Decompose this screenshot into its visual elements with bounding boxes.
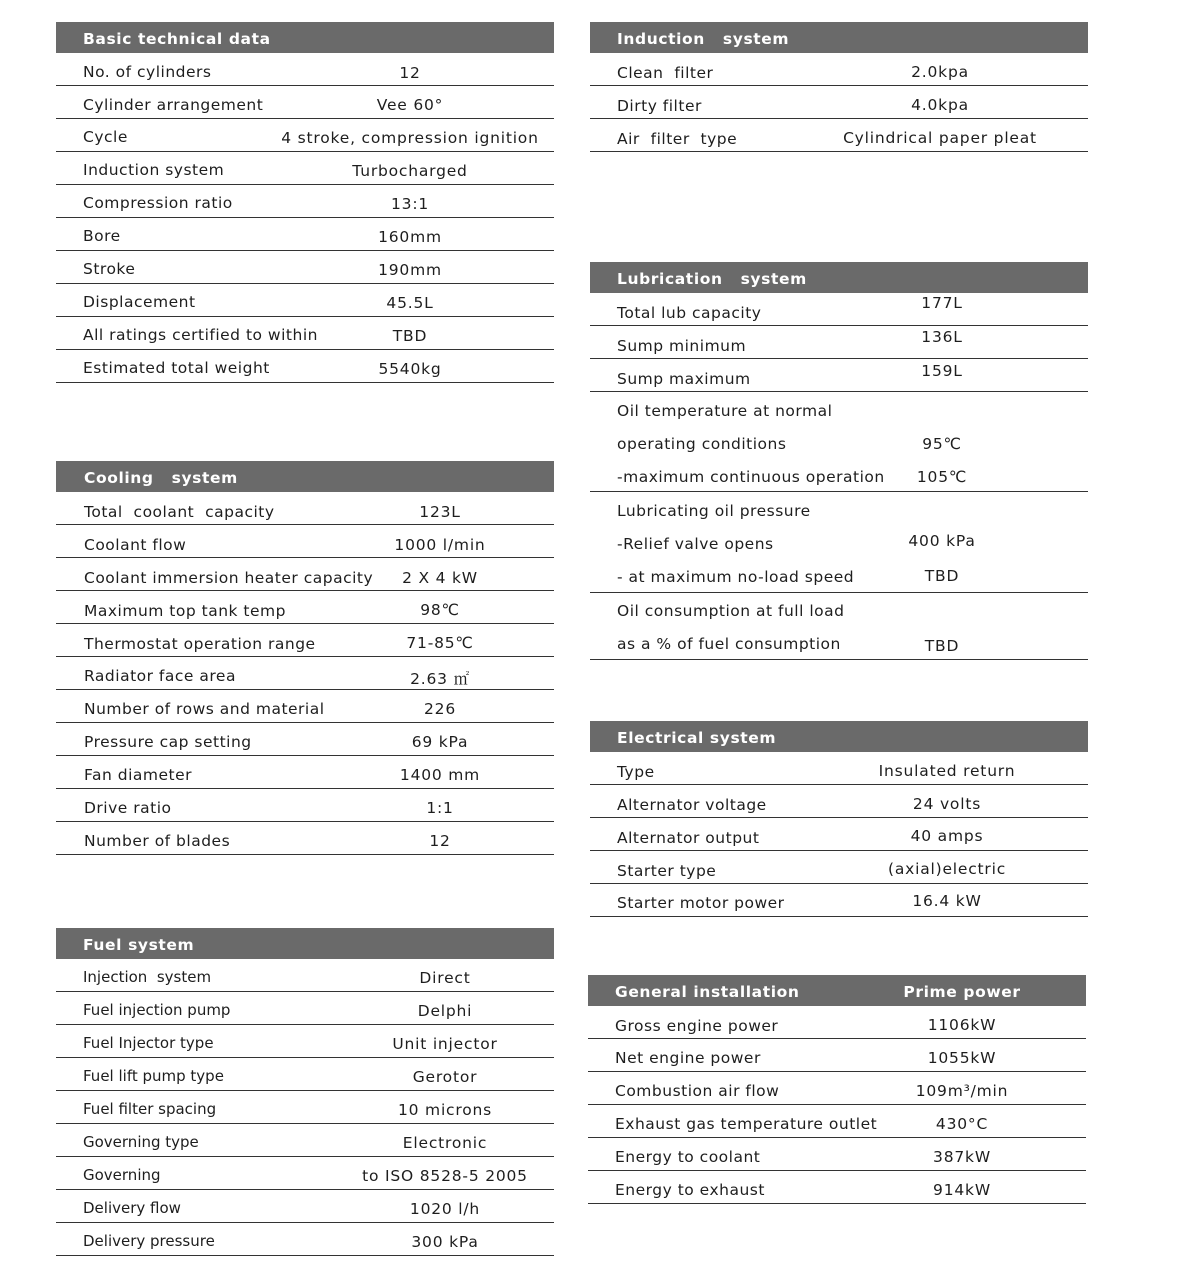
- row-label: Alternator voltage: [617, 796, 767, 814]
- row-label: Type: [617, 763, 655, 781]
- table-row: [56, 558, 554, 591]
- row-value: Turbocharged: [352, 162, 468, 180]
- table-row: [588, 1039, 1086, 1072]
- section-title: Basic technical data: [83, 30, 271, 48]
- table-row: [56, 992, 554, 1025]
- table-row: [56, 119, 554, 152]
- table-row: [56, 152, 554, 185]
- table-row: [56, 1091, 554, 1124]
- induction-system-table: [590, 22, 1088, 152]
- table-row-oil-consumption: [590, 593, 1088, 660]
- row-label: Fuel lift pump type: [83, 1067, 224, 1085]
- row-label: Number of rows and material: [84, 700, 325, 718]
- row-value: 12: [429, 832, 451, 850]
- row-value: TBD: [924, 637, 960, 655]
- row-label: Dirty filter: [617, 97, 702, 115]
- row-value: 4 stroke, compression ignition: [281, 129, 539, 147]
- row-label: as a % of fuel consumption: [617, 635, 841, 653]
- row-value: 226: [424, 700, 456, 718]
- row-value: TBD: [392, 327, 428, 345]
- row-value: 1020 l/h: [409, 1200, 481, 1218]
- table-row: [56, 1058, 554, 1091]
- row-label: Maximum top tank temp: [84, 602, 286, 620]
- row-label: Coolant flow: [84, 536, 187, 554]
- row-label: Starter type: [617, 862, 717, 880]
- table-row: [56, 657, 554, 690]
- table-row: [56, 492, 554, 525]
- table-row: [56, 185, 554, 218]
- table-row: [56, 86, 554, 119]
- row-label: Energy to exhaust: [615, 1181, 765, 1199]
- row-value: 1106kW: [927, 1016, 997, 1034]
- column-header-prime-power: Prime power: [903, 983, 1021, 1001]
- row-value: 5540kg: [378, 360, 442, 378]
- section-title: Fuel system: [83, 936, 195, 954]
- row-label: Fan diameter: [84, 766, 193, 784]
- row-value: 400 kPa: [908, 532, 976, 550]
- table-row: [56, 723, 554, 756]
- row-label: -Relief valve opens: [617, 535, 774, 553]
- basic-technical-data-table: [56, 22, 554, 383]
- row-value: to ISO 8528-5 2005: [362, 1167, 528, 1185]
- row-label: Total lub capacity: [617, 304, 762, 322]
- row-value: 10 microns: [398, 1101, 492, 1119]
- row-label: Air filter type: [617, 130, 738, 148]
- row-value: 136L: [921, 328, 963, 346]
- row-value: 914kW: [933, 1181, 991, 1199]
- section-header: [590, 22, 1088, 53]
- table-row: [590, 818, 1088, 851]
- table-row: [590, 359, 1088, 392]
- table-row: [56, 1223, 554, 1256]
- table-row: [56, 789, 554, 822]
- row-value: 109m³/min: [915, 1082, 1009, 1100]
- row-value: Direct: [419, 969, 471, 987]
- lubrication-system-table: [590, 262, 1088, 660]
- row-value: 300 kPa: [411, 1233, 479, 1251]
- row-value: Unit injector: [392, 1035, 498, 1053]
- table-row: [56, 1124, 554, 1157]
- table-row: [588, 1171, 1086, 1204]
- row-value: 16.4 kW: [912, 892, 982, 910]
- row-value: 387kW: [933, 1148, 991, 1166]
- section-header: [56, 22, 554, 53]
- row-value: 1400 mm: [399, 766, 481, 784]
- table-row: [56, 251, 554, 284]
- row-value: Delphi: [417, 1002, 473, 1020]
- table-row: [590, 326, 1088, 359]
- row-label: Number of blades: [84, 832, 231, 850]
- row-value: 13:1: [390, 195, 430, 213]
- row-value: 24 volts: [912, 795, 982, 813]
- table-row: [56, 525, 554, 558]
- row-label: Total coolant capacity: [84, 503, 275, 521]
- table-row: [56, 317, 554, 350]
- row-value: 45.5L: [386, 294, 434, 312]
- row-label: Governing type: [83, 1133, 199, 1151]
- row-value: 12: [399, 64, 421, 82]
- row-label: Oil consumption at full load: [617, 602, 845, 620]
- row-label: All ratings certified to within: [83, 326, 318, 344]
- row-value: TBD: [924, 567, 960, 585]
- row-label: Radiator face area: [84, 667, 236, 685]
- row-label: Drive ratio: [84, 799, 172, 817]
- row-label: Energy to coolant: [615, 1148, 761, 1166]
- row-value: 2 X 4 kW: [402, 569, 478, 587]
- row-value: 105℃: [916, 468, 968, 486]
- row-label: Lubricating oil pressure: [617, 502, 811, 520]
- row-value: 71-85℃: [406, 634, 474, 652]
- row-value: 1:1: [426, 799, 454, 817]
- table-row: [588, 1105, 1086, 1138]
- table-row: [56, 756, 554, 789]
- section-title: General installation: [615, 983, 800, 1001]
- row-label: Bore: [83, 227, 121, 245]
- row-label: Delivery flow: [83, 1199, 181, 1217]
- row-label: Stroke: [83, 260, 136, 278]
- table-row: [590, 752, 1088, 785]
- cooling-system-table: [56, 461, 554, 855]
- table-row: [590, 119, 1088, 152]
- section-title: Electrical system: [617, 729, 777, 747]
- section-header: [56, 461, 554, 492]
- table-row: [590, 86, 1088, 119]
- row-label: Pressure cap setting: [84, 733, 252, 751]
- table-row: [56, 624, 554, 657]
- row-label: operating conditions: [617, 435, 787, 453]
- row-value: Insulated return: [878, 762, 1016, 780]
- row-value: 2.0kpa: [911, 63, 969, 81]
- general-installation-table: [588, 975, 1086, 1204]
- row-label: Exhaust gas temperature outlet: [615, 1115, 878, 1133]
- row-label: Oil temperature at normal: [617, 402, 833, 420]
- row-label: Cylinder arrangement: [83, 96, 264, 114]
- row-label: Injection system: [83, 968, 212, 986]
- row-value: 1000 l/min: [394, 536, 486, 554]
- row-value: 4.0kpa: [911, 96, 969, 114]
- row-label: - at maximum no-load speed: [617, 568, 855, 586]
- row-value: Cylindrical paper pleat: [843, 129, 1037, 147]
- table-row: [590, 785, 1088, 818]
- row-label: Sump minimum: [617, 337, 747, 355]
- row-value: 69 kPa: [411, 733, 469, 751]
- row-label: Fuel filter spacing: [83, 1100, 217, 1118]
- table-row: [56, 690, 554, 723]
- section-header: [588, 975, 1086, 1006]
- row-value: 159L: [921, 362, 963, 380]
- table-row: [56, 53, 554, 86]
- section-title: Cooling system: [84, 469, 238, 487]
- row-label: Alternator output: [617, 829, 760, 847]
- row-label: Displacement: [83, 293, 196, 311]
- table-row: [588, 1138, 1086, 1171]
- row-value: Vee 60°: [376, 96, 444, 114]
- table-row: [56, 591, 554, 624]
- table-row: [56, 1025, 554, 1058]
- row-value: Electronic: [402, 1134, 488, 1152]
- row-value: (axial)electric: [887, 860, 1007, 878]
- row-value: 190mm: [378, 261, 442, 279]
- row-label: Governing: [83, 1166, 161, 1184]
- row-value: Gerotor: [412, 1068, 478, 1086]
- table-row-oil-temperature: [590, 392, 1088, 492]
- table-row: [588, 1072, 1086, 1105]
- table-row: [590, 293, 1088, 326]
- row-value: 95℃: [922, 435, 962, 453]
- row-label: Induction system: [83, 161, 225, 179]
- row-label: -maximum continuous operation: [617, 468, 885, 486]
- row-value: 40 amps: [910, 827, 984, 845]
- row-label: Estimated total weight: [83, 359, 270, 377]
- table-row: [590, 53, 1088, 86]
- row-value: 2.63 ㎡: [410, 670, 470, 688]
- table-row: [56, 284, 554, 317]
- table-row: [56, 218, 554, 251]
- section-header: [590, 262, 1088, 293]
- table-row: [56, 1157, 554, 1190]
- row-label: Thermostat operation range: [84, 635, 316, 653]
- table-row: [588, 1006, 1086, 1039]
- section-header: [56, 928, 554, 959]
- row-label: Delivery pressure: [83, 1232, 215, 1250]
- table-row: [590, 884, 1088, 917]
- row-value: 160mm: [378, 228, 442, 246]
- table-row: [56, 822, 554, 855]
- row-value: 430°C: [935, 1115, 989, 1133]
- row-label: Net engine power: [615, 1049, 761, 1067]
- section-title: Induction system: [617, 30, 790, 48]
- section-title: Lubrication system: [617, 270, 807, 288]
- fuel-system-table: [56, 928, 554, 1256]
- row-label: Cycle: [83, 128, 128, 146]
- row-label: Combustion air flow: [615, 1082, 780, 1100]
- table-row-oil-pressure: [590, 492, 1088, 593]
- row-label: Fuel injection pump: [83, 1001, 231, 1019]
- row-label: Coolant immersion heater capacity: [84, 569, 374, 587]
- table-row: [56, 350, 554, 383]
- electrical-system-table: [590, 721, 1088, 917]
- row-value: 177L: [921, 294, 963, 312]
- table-row: [590, 851, 1088, 884]
- row-label: Fuel Injector type: [83, 1034, 214, 1052]
- row-label: Clean filter: [617, 64, 714, 82]
- row-label: Gross engine power: [615, 1017, 779, 1035]
- table-row: [56, 1190, 554, 1223]
- row-label: Sump maximum: [617, 370, 751, 388]
- row-value: 98℃: [420, 601, 460, 619]
- row-value: 1055kW: [927, 1049, 997, 1067]
- row-label: No. of cylinders: [83, 63, 212, 81]
- section-header: [590, 721, 1088, 752]
- row-label: Starter motor power: [617, 894, 785, 912]
- row-label: Compression ratio: [83, 194, 233, 212]
- table-row: [56, 959, 554, 992]
- row-value: 123L: [419, 503, 461, 521]
